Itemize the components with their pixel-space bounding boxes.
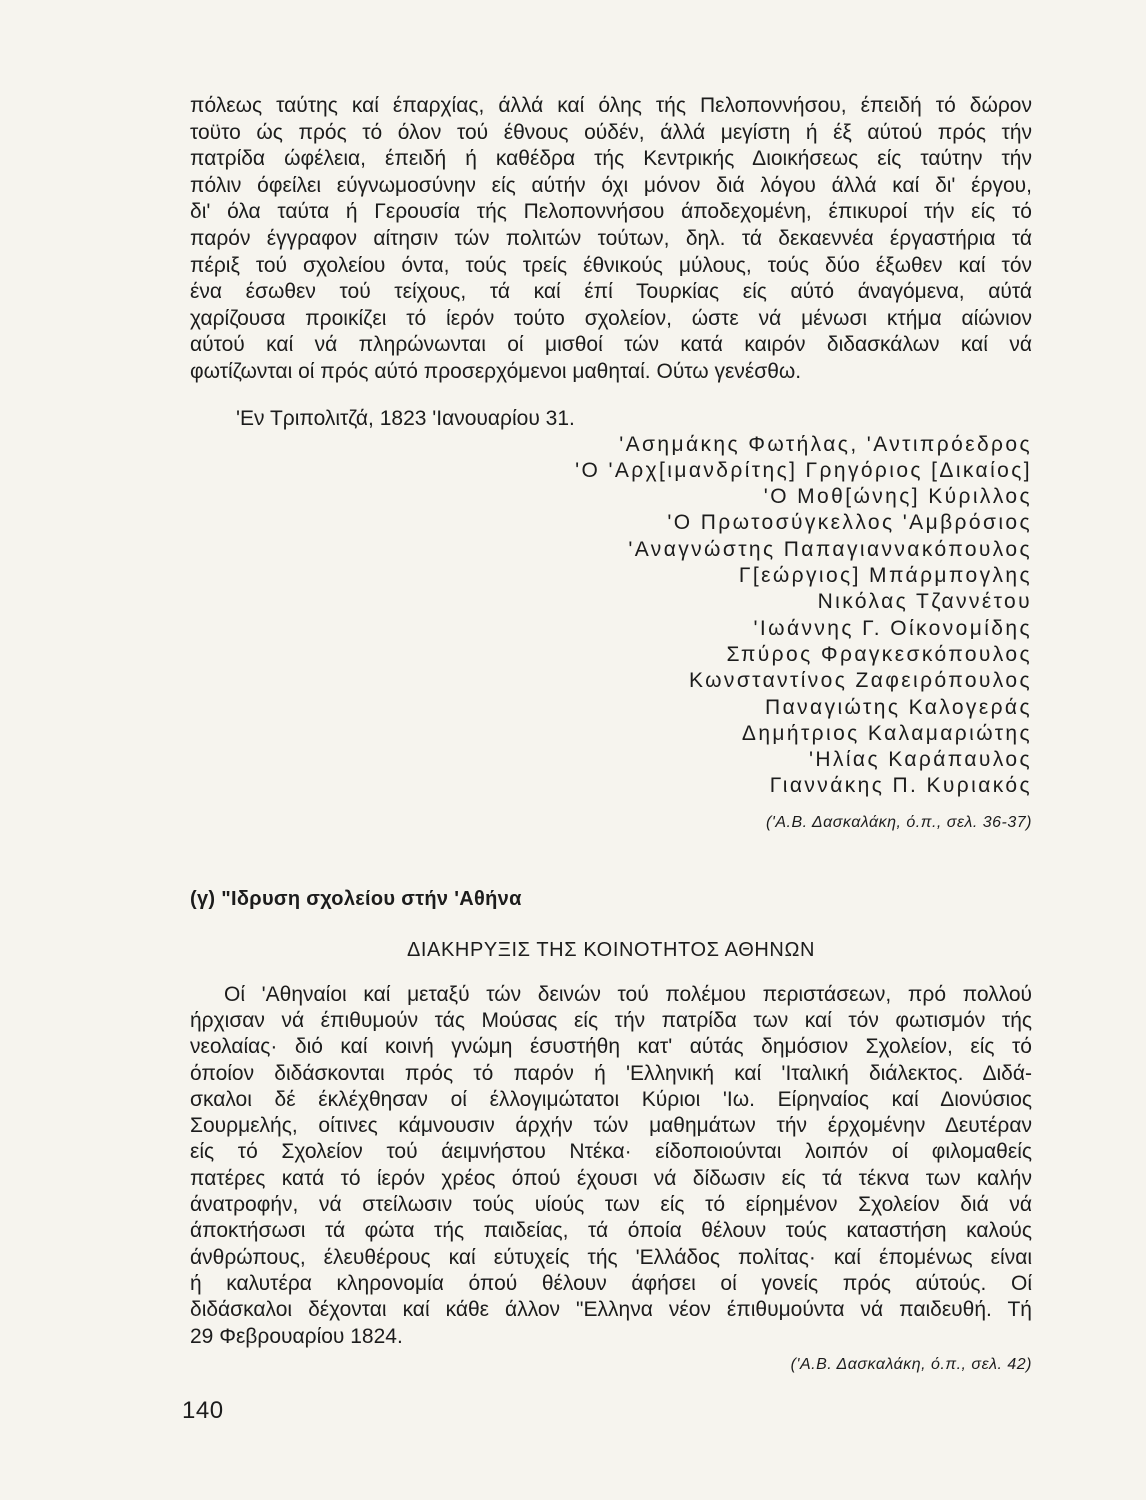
paragraph-line: όποίον διδάσκονται πρός τό παρόν ή 'Ελληνική καί 'Ιταλική διάλεκτος. Διδά- bbox=[190, 1061, 1032, 1085]
paragraph-line: 29 Φεβρουαρίου 1824. bbox=[190, 1324, 403, 1348]
paragraph-line: ένα έσωθεν τού τείχους, τά καί έπί Τουρκίας είς αύτό άναγόμενα, αύτά bbox=[190, 280, 1032, 304]
signatory: Γ[εώργιος] Μπάρμπογλης bbox=[738, 564, 1032, 588]
paragraph-line: τοϋτο ώς πρός τό όλον τού έθνους ούδέν, άλλά μεγίστη ή έξ αύτού πρός τήν bbox=[190, 120, 1032, 144]
paragraph-line: πατρίδα ώφέλεια, έπειδή ή καθέδρα τής Κεντρικής Διοικήσεως είς ταύτην τήν bbox=[190, 147, 1032, 171]
paragraph-line: πέριξ τού σχολείου όντα, τούς τρείς έθνικούς μύλους, τούς δύο έξωθεν καί τόν bbox=[190, 253, 1032, 277]
signatory: Παναγιώτης Καλογεράς bbox=[765, 695, 1032, 719]
paragraph-line: διδάσκαλοι δέχονται καί κάθε άλλον "Ελληνα νέον έπιθυμούντα νά παιδευθή. Τή bbox=[190, 1298, 1032, 1322]
signatory: 'Ασημάκης Φωτήλας, 'Αντιπρόεδρος bbox=[619, 432, 1032, 456]
signatories-list bbox=[190, 432, 1032, 800]
signatory: 'Ιωάννης Γ. Οίκονομίδης bbox=[753, 616, 1032, 640]
paragraph-line: Σουρμελής, οίτινες κάμνουσιν άρχήν τών μαθημάτων τήν έρχομένην Δευτέραν bbox=[190, 1114, 1032, 1138]
paragraph-line: Οί 'Αθηναίοι καί μεταξύ τών δεινών τού πολέμου περιστάσεων, πρό πολλού bbox=[224, 982, 1032, 1006]
signatory: Γιαννάκης Π. Κυριακός bbox=[769, 774, 1032, 798]
paragraph-line: ήρχισαν νά έπιθυμούν τάς Μούσας είς τήν πατρίδα των καί τόν φωτισμόν τής bbox=[190, 1008, 1032, 1032]
signatory: Δημήτριος Καλαμαριώτης bbox=[741, 721, 1032, 745]
paragraph-line: είς τό Σχολείον τού άειμνήστου Ντέκα· είδοποιούνται λοιπόν οί φιλομαθείς bbox=[190, 1140, 1032, 1164]
date-line: 'Εν Τριπολιτζά, 1823 'Ιανουαρίου 31. bbox=[236, 406, 575, 430]
paragraph-line: άνθρώπους, έλευθέρους καί εύτυχείς τής 'Ελλάδος πολίτας· καί έπομένως είναι bbox=[190, 1245, 1032, 1269]
paragraph-line: φωτίζωνται οί πρός αύτό προσερχόμενοι μαθηταί. Ούτω γενέσθω. bbox=[190, 359, 802, 383]
paragraph-line: πατέρες κατά τό ίερόν χρέος όπού έχουσι νά δίδωσιν είς τά τέκνα των καλήν bbox=[190, 1166, 1032, 1190]
signatory: Νικόλας Τζαννέτου bbox=[817, 590, 1032, 614]
paragraph-line: άποκτήσωσι τά φώτα τής παιδείας, τά όποία θέλουν τούς καταστήση καλούς bbox=[190, 1219, 1032, 1243]
signatory: 'Ηλίας Καράπαυλος bbox=[808, 748, 1032, 772]
source-citation: ('Α.Β. Δασκαλάκη, ό.π., σελ. 42) bbox=[790, 1355, 1032, 1373]
document-page bbox=[190, 93, 1032, 1374]
paragraph-line: σκαλοι δέ έκλέχθησαν οί έλλογιμώτατοι Κύριοι 'Ιω. Είρηναίος καί Διονύσιος bbox=[190, 1087, 1032, 1111]
proclamation-title: ΔΙΑΚΗΡΥΞΙΣ ΤΗΣ ΚΟΙΝΟΤΗΤΟΣ ΑΘΗΝΩΝ bbox=[406, 938, 816, 961]
senate-decree-paragraph bbox=[190, 93, 1032, 386]
paragraph-line: αύτού καί νά πληρώνωνται οί μισθοί τών κατά καιρόν διδασκάλων καί νά bbox=[190, 333, 1032, 357]
signatory: 'Ο 'Αρχ[ιμανδρίτης] Γρηγόριος [Δικαίος] bbox=[575, 458, 1032, 482]
section-heading: (γ) "Ιδρυση σχολείου στήν 'Αθήνα bbox=[190, 887, 522, 910]
paragraph-line: ή καλυτέρα κληρονομία όπού θέλουν άφήσει οί γονείς πρός αύτούς. Οί bbox=[190, 1271, 1032, 1295]
signatory: Κωνσταντίνος Ζαφειρόπουλος bbox=[688, 669, 1032, 693]
signatory: 'Αναγνώστης Παπαγιαννακόπουλος bbox=[628, 537, 1032, 561]
source-citation: ('Α.Β. Δασκαλάκη, ό.π., σελ. 36-37) bbox=[765, 813, 1032, 831]
signatory: Σπύρος Φραγκεσκόπουλος bbox=[726, 642, 1032, 666]
page-number: 140 bbox=[182, 1397, 224, 1424]
paragraph-line: χαρίζουσα προικίζει τό ίερόν τούτο σχολείον, ώστε νά μένωσι κτήμα αίώνιον bbox=[190, 306, 1032, 330]
proclamation-paragraph bbox=[190, 982, 1032, 1350]
paragraph-line: νεολαίας· διό καί κοινή γνώμη έσυστήθη κατ' αύτάς δημόσιον Σχολείον, είς τό bbox=[190, 1035, 1032, 1059]
paragraph-line: πόλιν όφείλει εύγνωμοσύνην είς αύτήν όχι μόνον διά λόγου άλλά καί δι' έργου, bbox=[190, 173, 1032, 197]
paragraph-line: παρόν έγγραφον αίτησιν τών πολιτών τούτων, δηλ. τά δεκαεννέα έργαστήρια τά bbox=[190, 226, 1032, 250]
signatory: 'Ο Μοθ[ώνης] Κύριλλος bbox=[763, 485, 1032, 509]
paragraph-line: άνατροφήν, νά στείλωσιν τούς υίούς των είς τό είρημένον Σχολείον διά νά bbox=[190, 1193, 1032, 1217]
paragraph-line: πόλεως ταύτης καί έπαρχίας, άλλά καί όλης τής Πελοποννήσου, έπειδή τό δώρον bbox=[190, 94, 1032, 117]
signatory: 'Ο Πρωτοσύγκελλος 'Αμβρόσιος bbox=[667, 511, 1032, 535]
paragraph-line: δι' όλα ταύτα ή Γερουσία τής Πελοποννήσου άποδεχομένη, έπικυροί τήν είς τό bbox=[190, 200, 1032, 224]
